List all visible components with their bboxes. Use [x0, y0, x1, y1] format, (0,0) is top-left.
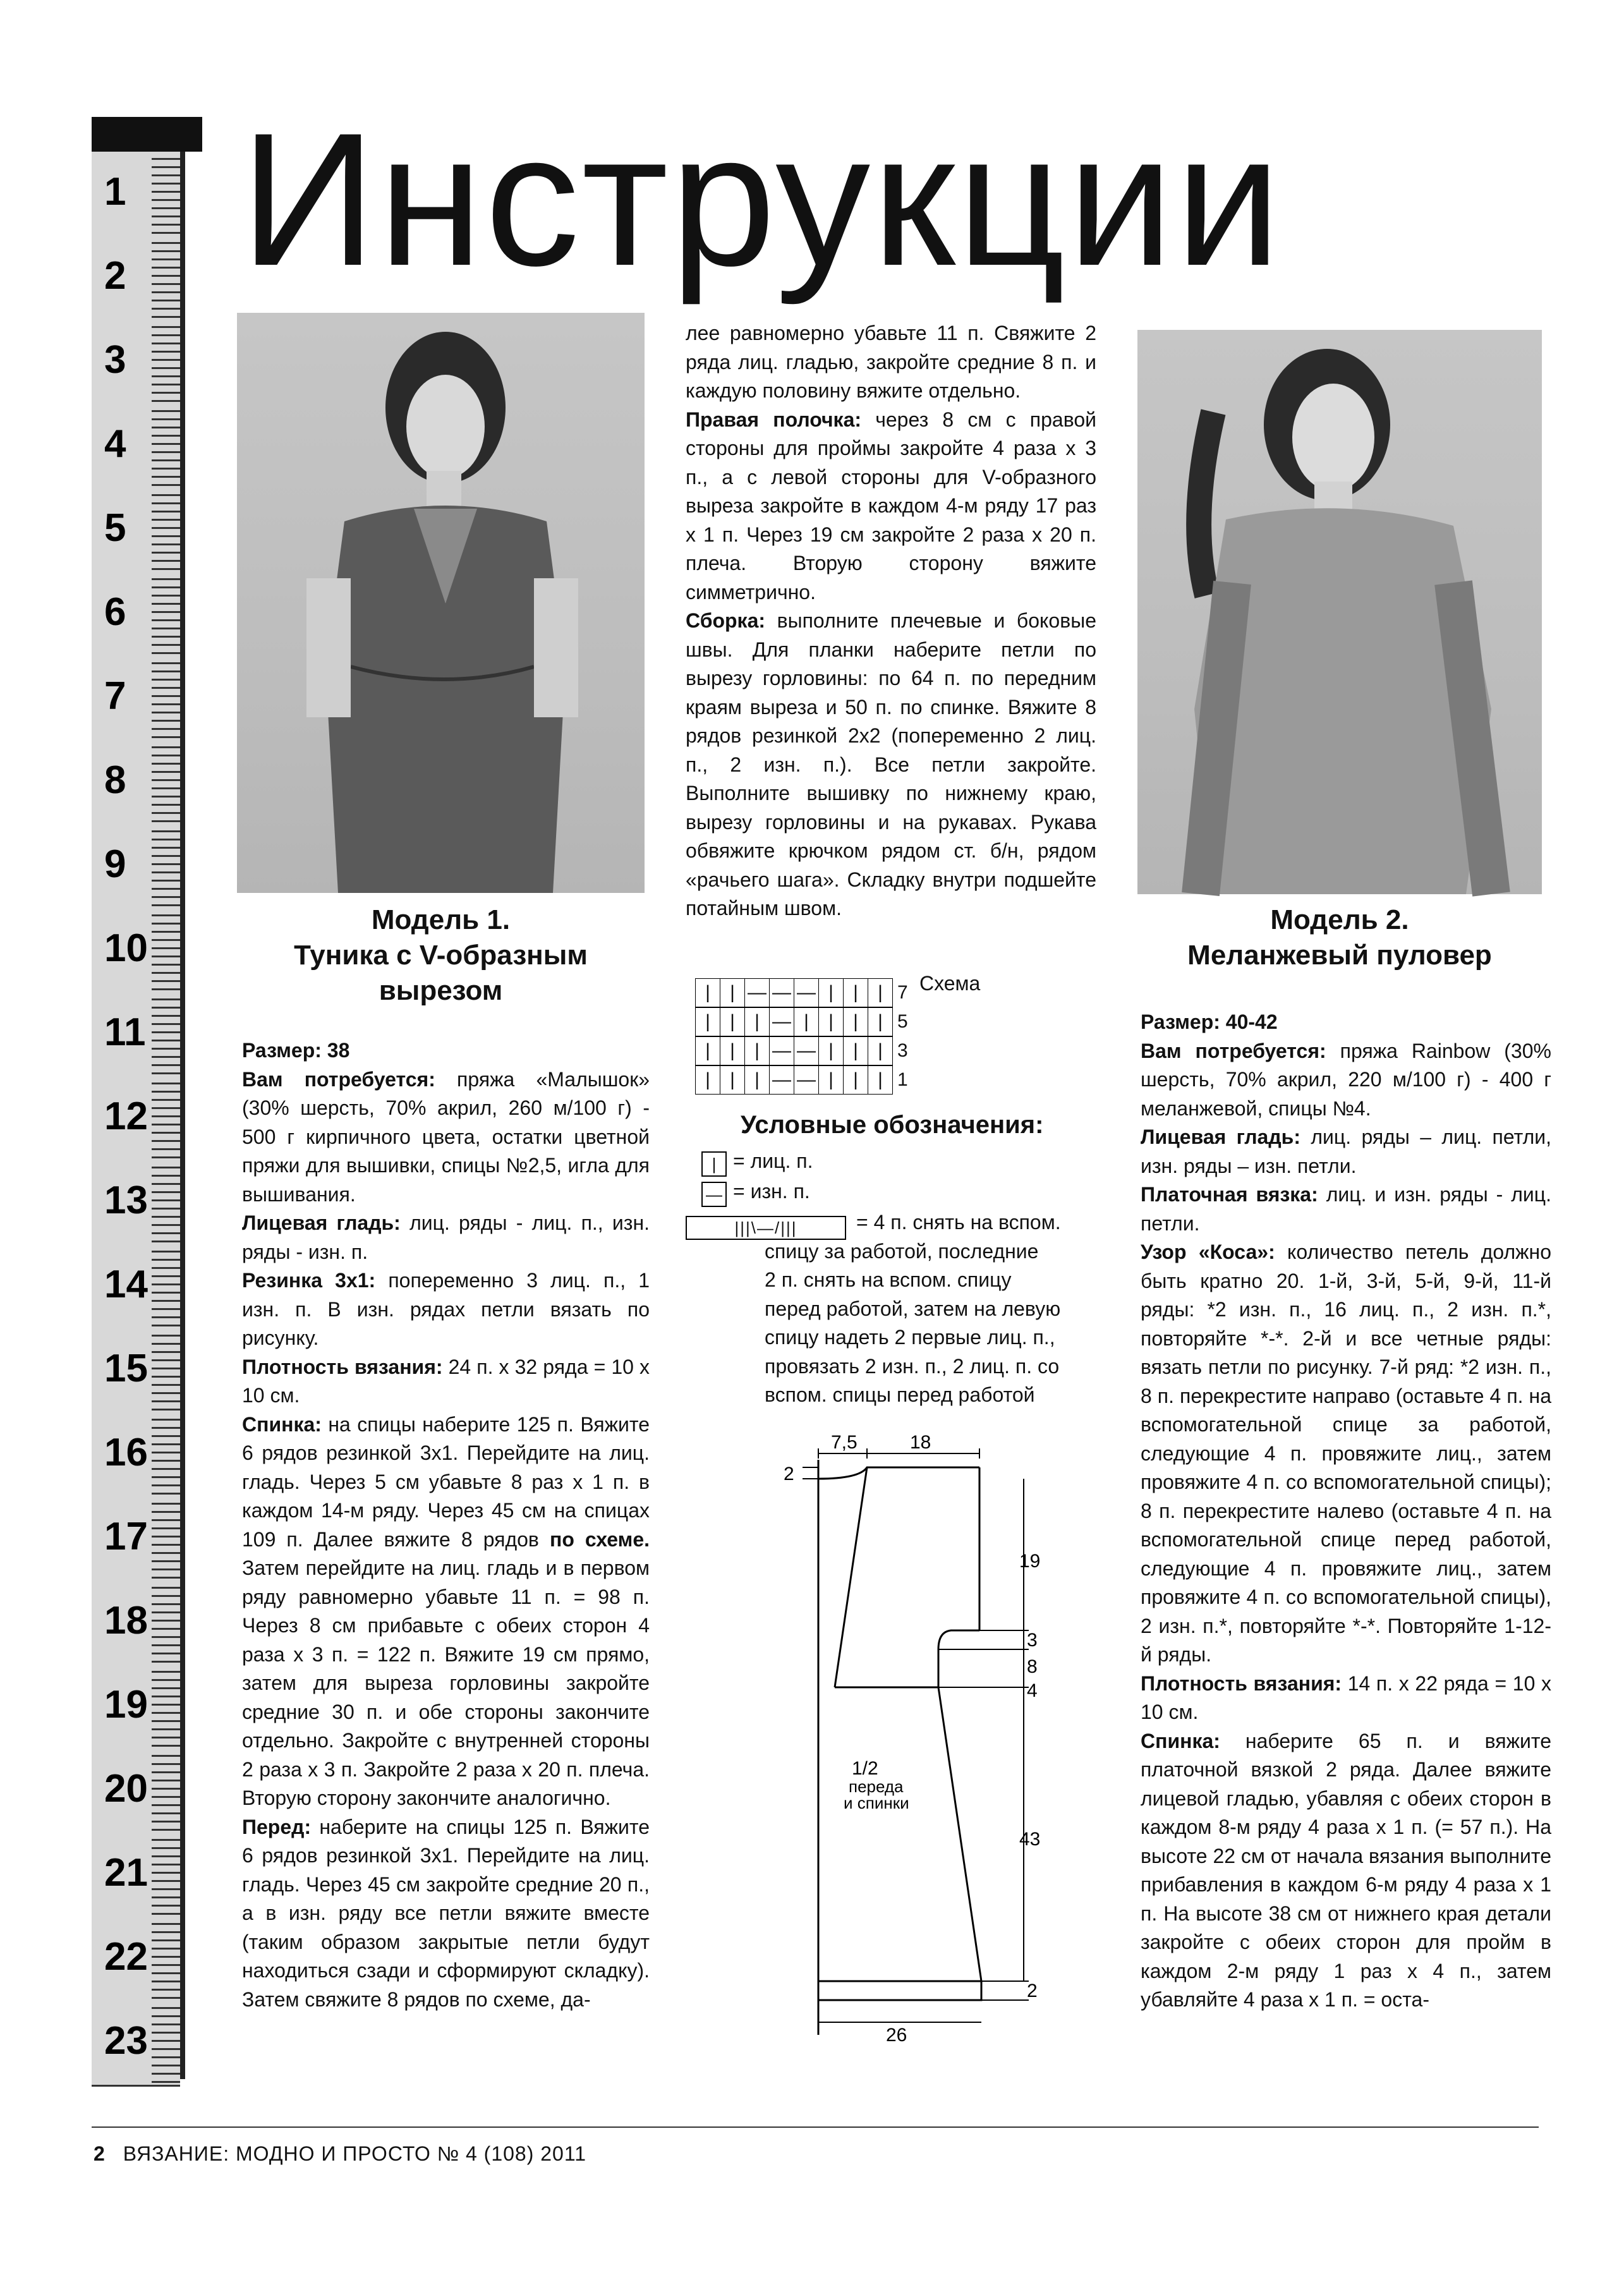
- ruler-ticks: [152, 1244, 180, 1328]
- model2-caption-number: Модель 2.: [1270, 904, 1409, 935]
- schema-cell: |: [818, 978, 844, 1007]
- paragraph-text: 14 п. х 22 ряда = 10 х 10 см.: [1141, 1671, 1551, 1723]
- ruler-cell: [92, 1749, 180, 1835]
- schema-cell: —: [794, 978, 819, 1007]
- schema-row-number: 3: [897, 1040, 908, 1061]
- ruler-number: 23: [104, 2019, 148, 2063]
- ruler-number: 3: [104, 338, 126, 382]
- ruler-number: 10: [104, 926, 148, 970]
- schema-cell: —: [769, 1036, 794, 1065]
- schema-cell: |: [868, 978, 893, 1007]
- schema-row: [695, 1065, 916, 1095]
- piece-label-2: переда: [849, 1777, 904, 1796]
- ruler-ticks: [152, 1917, 180, 2001]
- legend-cable-line: 2 п. снять на вспом. спицу: [765, 1268, 1012, 1291]
- model1-text-column-1: [242, 1036, 650, 2014]
- ruler-ticks: [152, 1076, 180, 1160]
- dim-2-top: 2: [784, 1464, 794, 1484]
- model1-image: [237, 313, 645, 893]
- paragraph-heading: Размер: 38: [242, 1039, 350, 1062]
- paragraph-text: через 8 см с правой стороны для проймы закройте 4 раза х 3 п., а с левой стороны для V-образного выреза закройте в каждом 4-м ряду 17 раз х 1 п. Через 19 см закройте 2 раза х 20 п. плеча. Вторую сторону вяжите симметрично.: [686, 408, 1097, 604]
- schema-cell: —: [794, 1036, 819, 1065]
- ruler-cell: [92, 908, 180, 994]
- paragraph: [1141, 1123, 1551, 1180]
- legend-cable-line: перед работой, затем на левую: [765, 1297, 1061, 1320]
- paragraph-heading: Перед:: [242, 1815, 312, 1838]
- model1-text-column-2: [686, 319, 1096, 923]
- schema-cell: |: [744, 1007, 770, 1036]
- ruler-number: 21: [104, 1851, 148, 1895]
- ruler-ticks: [152, 1749, 180, 1833]
- ruler-cap: [92, 117, 202, 152]
- schema-cell: —: [744, 978, 770, 1007]
- paragraph-heading: Резинка 3х1:: [242, 1269, 376, 1292]
- ruler-cell: [92, 1917, 180, 2003]
- ruler-number: 9: [104, 842, 126, 886]
- paragraph: [242, 1353, 650, 1410]
- paragraph-text: наберите 65 п. и вяжите платочной вязкой 2 ряда. Далее вяжите лицевой гладью, убавляя с обеих сторон в каждом 8-м ряду 4 раза х 1 п. (= 57 п.). На высоте 22 см от начала вязания выполните прибавления в каждом 6-м ряду 4 раза х 1 п. На высоте 38 см от нижнего края детали закройте с обеих сторон для пройм в каждом 2-м ряду 1 раз х 4 п., затем убавляйте 4 раза х 1 п. = оста-: [1141, 1729, 1551, 2011]
- paragraph-heading: Сборка:: [686, 609, 766, 632]
- schema-cell: |: [720, 1065, 745, 1095]
- piece-label-3: и спинки: [844, 1793, 909, 1812]
- ruler-number: 1: [104, 170, 126, 214]
- paragraph-text: 24 п. х 32 ряда = 10 х 10 см.: [242, 1355, 650, 1407]
- legend-cable-symbol: |||\—/|||: [686, 1216, 846, 1240]
- ruler-ticks: [152, 404, 180, 488]
- schema-cell: |: [744, 1036, 770, 1065]
- page-title: Инструкции: [240, 93, 1283, 305]
- model2-image: [1137, 330, 1542, 894]
- footer: [94, 2142, 586, 2166]
- paragraph: [242, 1065, 650, 1210]
- paragraph: [686, 406, 1096, 607]
- paragraph: [1141, 1670, 1551, 1727]
- schema-cell: |: [818, 1036, 844, 1065]
- model1-caption-number: Модель 1.: [371, 904, 511, 935]
- ruler: [92, 117, 202, 2082]
- schema-cell: —: [769, 1007, 794, 1036]
- schema-cell: |: [818, 1007, 844, 1036]
- dim-18: 18: [910, 1432, 931, 1453]
- ruler-ticks: [152, 152, 180, 236]
- paragraph-text: лиц. ряды - лиц. п., изн. ряды - изн. п.: [242, 1211, 650, 1263]
- paragraph-heading: Платочная вязка:: [1141, 1183, 1318, 1206]
- schema-cell: —: [794, 1065, 819, 1095]
- model2-caption: [1137, 902, 1542, 973]
- schema-grid: [695, 978, 916, 1095]
- ruler-ticks: [152, 1833, 180, 1917]
- ruler-ticks: [152, 1496, 180, 1580]
- paragraph: [242, 1036, 650, 1065]
- model2-caption-title: Меланжевый пуловер: [1187, 940, 1492, 971]
- paragraph: [1141, 1008, 1551, 1037]
- pattern-diagram: [746, 1432, 1062, 2046]
- legend-knit-symbol: |: [701, 1151, 727, 1177]
- ruler-cell: [92, 1076, 180, 1162]
- ruler-cell: [92, 740, 180, 826]
- paragraph-heading: Лицевая гладь:: [242, 1211, 401, 1234]
- paragraph-text: выполните плечевые и боковые швы. Для планки наберите петли по вырезу горловины: по 64 п. по передним краям выреза и 50 п. по спинке. Вяжите 8 рядов резинкой 2х2 (попеременно 2 лиц. п., 2 изн. п.). Все петли закройте. Выполните вышивку по нижнему краю, вырезу горловины и на рукавах. Рукава обвяжите крючком рядом ст. б/н, рядом «рачьего шага». Складку внутри подшейте потайным швом.: [686, 609, 1096, 919]
- ruler-cell: [92, 2001, 180, 2087]
- ruler-ticks: [152, 824, 180, 908]
- ruler-ticks: [152, 320, 180, 404]
- paragraph-text: лиц. ряды – лиц. петли, изн. ряды – изн. петли.: [1141, 1125, 1552, 1177]
- page-number: 2: [94, 2142, 106, 2165]
- paragraph: [242, 1209, 650, 1266]
- ruler-cell: [92, 1833, 180, 1919]
- paragraph-heading: Плотность вязания:: [242, 1355, 443, 1378]
- schema-cell: |: [695, 1036, 720, 1065]
- ruler-ticks: [152, 1665, 180, 1749]
- ruler-cell: [92, 1665, 180, 1750]
- ruler-ticks: [152, 656, 180, 740]
- paragraph-heading: Размер: 40-42: [1141, 1010, 1278, 1033]
- ruler-cell: [92, 1412, 180, 1498]
- ruler-cell: [92, 1328, 180, 1414]
- ruler-number: 7: [104, 674, 126, 718]
- paragraph: [1141, 1037, 1551, 1124]
- ruler-ticks: [152, 572, 180, 656]
- ruler-cell: [92, 1160, 180, 1246]
- paragraph-heading: по схеме.: [549, 1527, 650, 1551]
- paragraph-heading: Узор «Коса»:: [1141, 1241, 1275, 1263]
- paragraph-heading: Правая полочка:: [686, 408, 862, 431]
- ruler-number: 5: [104, 506, 126, 550]
- paragraph-heading: Вам потребуется:: [242, 1067, 435, 1091]
- schema-cell: |: [744, 1065, 770, 1095]
- schema-cell: —: [769, 978, 794, 1007]
- dim-43: 43: [1019, 1829, 1041, 1850]
- ruler-number: 14: [104, 1263, 148, 1306]
- legend-purl-text: = изн. п.: [733, 1180, 810, 1203]
- ruler-cell: [92, 1580, 180, 1666]
- model1-caption-title-2: вырезом: [379, 975, 503, 1006]
- ruler-ticks: [152, 236, 180, 320]
- schema-cell: |: [720, 978, 745, 1007]
- dim-8: 8: [1027, 1656, 1038, 1677]
- model2-text-column: [1141, 1008, 1551, 2015]
- ruler-number: 8: [104, 758, 126, 802]
- ruler-number: 2: [104, 254, 126, 298]
- schema-cell: —: [769, 1065, 794, 1095]
- ruler-number: 17: [104, 1515, 148, 1558]
- ruler-number: 15: [104, 1347, 148, 1390]
- legend-cable-line: спицу надеть 2 первые лиц. п.,: [765, 1326, 1055, 1349]
- ruler-ticks: [152, 992, 180, 1076]
- paragraph-heading: Вам потребуется:: [1141, 1039, 1326, 1062]
- schema-row-number: 1: [897, 1069, 908, 1090]
- footer-rule: [92, 2126, 1539, 2128]
- schema-cell: |: [720, 1036, 745, 1065]
- schema-row: [695, 978, 916, 1007]
- schema-cell: |: [843, 1036, 868, 1065]
- ruler-ticks: [152, 908, 180, 992]
- schema-row: [695, 1036, 916, 1065]
- paragraph: [1141, 1238, 1551, 1670]
- legend-cable-line: вспом. спицы перед работой: [765, 1383, 1035, 1406]
- paragraph-heading: Спинка:: [1141, 1729, 1220, 1752]
- paragraph-text: наберите на спицы 125 п. Вяжите 6 рядов резинкой 3х1. Перейдите на лиц. гладь. Через 45 см закройте средние 20 п., а в изн. ряду все петли вяжите вместе (таким образом закрытые петли будут находиться сзади и сформируют складку). Затем свяжите 8 рядов по схеме, да-: [242, 1815, 650, 2011]
- schema-cell: |: [868, 1007, 893, 1036]
- ruler-cell: [92, 992, 180, 1078]
- paragraph-heading: Плотность вязания:: [1141, 1671, 1342, 1695]
- ruler-ticks: [152, 1160, 180, 1244]
- ruler-cell: [92, 404, 180, 490]
- paragraph-text: лее равномерно убавьте 11 п. Свяжите 2 ряда лиц. гладью, закройте средние 8 п. и каждую половину вяжите отдельно.: [686, 322, 1096, 402]
- schema-cell: |: [695, 1065, 720, 1095]
- ruler-cell: [92, 236, 180, 322]
- paragraph-text: лиц. и изн. ряды - лиц. петли.: [1141, 1183, 1552, 1235]
- paragraph-heading: Лицевая гладь:: [1141, 1125, 1300, 1148]
- legend-cable-line: = 4 п. снять на вспом.: [856, 1211, 1061, 1234]
- ruler-number: 13: [104, 1179, 148, 1222]
- ruler-number: 11: [104, 1010, 146, 1054]
- dim-26: 26: [886, 2025, 907, 2046]
- model1-photo: [237, 313, 645, 893]
- paragraph-text: пряжа «Малышок» (30% шерсть, 70% акрил, 260 м/100 г) - 500 г кирпичного цвета, остатки цветной пряжи для вышивки, спицы №2,5, игла для вышивания.: [242, 1067, 650, 1206]
- model2-photo: [1137, 330, 1542, 894]
- paragraph: [686, 319, 1096, 406]
- dim-19: 19: [1019, 1551, 1041, 1572]
- paragraph: [1141, 1180, 1551, 1238]
- ruler-edge: [180, 152, 185, 2079]
- ruler-ticks: [152, 1412, 180, 1496]
- ruler-number: 19: [104, 1683, 148, 1726]
- magazine-issue: ВЯЗАНИЕ: МОДНО И ПРОСТО № 4 (108) 2011: [123, 2142, 587, 2165]
- schema-cell: |: [843, 978, 868, 1007]
- legend-purl-symbol: —: [701, 1182, 727, 1207]
- schema-cell: |: [818, 1065, 844, 1095]
- legend-title: Условные обозначения:: [741, 1111, 1044, 1139]
- schema-row-number: 7: [897, 982, 908, 1003]
- legend-knit-text: = лиц. п.: [733, 1150, 813, 1172]
- paragraph-text: на спицы наберите 125 п. Вяжите 6 рядов резинкой 3х1. Перейдите на лиц. гладь. Через 5 см убавьте 8 раз х 1 п. в каждом 14-м ряду. Через 45 см на спицах 109 п. Далее вяжите 8 рядов: [242, 1412, 650, 1551]
- paragraph: [242, 1410, 650, 1813]
- ruler-number: 16: [104, 1431, 148, 1474]
- ruler-number: 12: [104, 1095, 148, 1138]
- schema-row-number: 5: [897, 1011, 908, 1032]
- paragraph-text: Затем перейдите на лиц. гладь и в первом ряду равномерно убавьте 11 п. = 98 п. Через 8 см прибавьте с обеих сторон 4 раза х 3 п. = 122 п. Вяжите 19 см прямо, затем для выреза горловины закройте средние 30 п. и обе стороны закончите отдельно. Закройте с внутренней стороны 2 раза х 3 п. Закройте 2 раза х 20 п. плеча. Вторую сторону закончите аналогично.: [242, 1556, 650, 1809]
- ruler-cell: [92, 152, 180, 238]
- ruler-cell: [92, 1244, 180, 1330]
- ruler-number: 4: [104, 422, 126, 466]
- schema-cell: |: [794, 1007, 819, 1036]
- paragraph: [242, 1266, 650, 1353]
- paragraph: [242, 1813, 650, 2015]
- schema-cell: |: [720, 1007, 745, 1036]
- ruler-number: 22: [104, 1935, 148, 1979]
- legend-cable-line: спицу за работой, последние: [765, 1239, 1039, 1263]
- schema-cell: |: [868, 1036, 893, 1065]
- ruler-ticks: [152, 488, 180, 572]
- schema-cell: |: [843, 1065, 868, 1095]
- paragraph: [686, 607, 1096, 923]
- paragraph: [1141, 1727, 1551, 2015]
- legend-cable-text: [765, 1208, 1118, 1410]
- ruler-ticks: [152, 740, 180, 824]
- dim-7-5: 7,5: [831, 1432, 857, 1453]
- model1-caption-title-1: Туника с V-образным: [294, 940, 588, 971]
- paragraph-text: попеременно 3 лиц. п., 1 изн. п. В изн. рядах петли вязать по рисунку.: [242, 1269, 650, 1349]
- dim-4: 4: [1027, 1680, 1038, 1701]
- model1-caption: [237, 902, 645, 1009]
- dim-3: 3: [1027, 1630, 1038, 1651]
- paragraph-text: количество петель должно быть кратно 20. 1-й, 3-й, 5-й, 9-й, 11-й ряды: *2 изн. п., 16 лиц. п., 2 изн. п.*, повторяйте *-*. 2-й и все четные ряды: вязать петли по рисунку. 7-й ряд: *2 изн. п., 8 п. перекрестите направо (оставьте 4 п. на вспомогательной спице за работой, следующие 4 п. провяжите лиц., затем провяжите 4 п. со вспомогательной спицы); 8 п. перекрестите налево (оставьте 4 п. на вспомогательной спице перед работой, следующие 4 п. провяжите лиц., затем провяжите 4 п. со вспомогательной спицы), 2 изн. п.*, повторяйте *-*. Повторяйте 1-12-й ряды.: [1141, 1241, 1552, 1666]
- piece-label-1: 1/2: [852, 1758, 878, 1779]
- paragraph-heading: Спинка:: [242, 1412, 322, 1436]
- ruler-cell: [92, 488, 180, 574]
- schema-cell: |: [695, 1007, 720, 1036]
- dim-2-bottom: 2: [1027, 1981, 1038, 2001]
- ruler-cell: [92, 320, 180, 406]
- schema-cell: |: [695, 978, 720, 1007]
- schema-cell: |: [843, 1007, 868, 1036]
- ruler-cell: [92, 572, 180, 658]
- ruler-cell: [92, 824, 180, 910]
- schema-label: Схема: [919, 972, 981, 995]
- schema-cell: |: [868, 1065, 893, 1095]
- ruler-ticks: [152, 2001, 180, 2085]
- ruler-number: 20: [104, 1767, 148, 1811]
- ruler-ticks: [152, 1328, 180, 1412]
- schema-row: [695, 1007, 916, 1036]
- ruler-ticks: [152, 1580, 180, 1665]
- ruler-number: 6: [104, 590, 126, 634]
- ruler-number: 18: [104, 1599, 148, 1642]
- ruler-cell: [92, 1496, 180, 1582]
- ruler-cell: [92, 656, 180, 742]
- legend-cable-line: провязать 2 изн. п., 2 лиц. п. со: [765, 1354, 1060, 1378]
- paragraph-text: пряжа Rainbow (30% шерсть, 70% акрил, 220 м/100 г) - 400 г меланжевой, спицы №4.: [1141, 1039, 1552, 1120]
